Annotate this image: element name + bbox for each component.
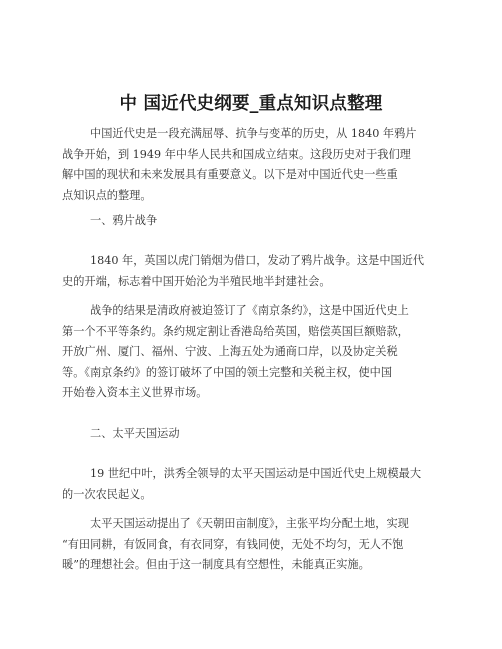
paragraph-line: 开放广州、厦门、福州、宁波、上海五处为通商口岸，以及协定关税 [62, 345, 398, 359]
document-title: 中 国近代史纲要_重点知识点整理 [119, 94, 383, 114]
taiping-paragraph-1 [62, 464, 452, 505]
paragraph-line: 等。《南京条约》的签订破坏了中国的领土完整和关税主权，使中国 [62, 365, 393, 379]
intro-line: 中国近代史是一段充满屈辱、抗争与变革的历史，从 1840 年鸦片 [90, 127, 417, 140]
paragraph-line: 的一次农民起义。 [62, 487, 152, 501]
intro-line: 战争开始，到 1949 年中华人民共和国成立结束。这段历史对于我们理 [62, 147, 411, 161]
paragraph-line: 开始卷入资本主义世界市场。 [62, 386, 208, 400]
intro-line: 解中国的现状和未来发展具有重要意义。以下是对中国近代史一些重 [62, 168, 398, 182]
section-heading-opium-war: 一、鸦片战争 [90, 214, 158, 227]
section-heading-taiping: 二、太平天国运动 [90, 427, 180, 440]
paragraph-line: 1840 年，英国以虎门销烟为借口，发动了鸦片战争。这是中国近代 [90, 254, 425, 267]
paragraph-line: “有田同耕，有饭同食，有衣同穿，有钱同使，无处不均匀，无人不饱 [62, 537, 404, 551]
paragraph-line: 19 世纪中叶，洪秀全领导的太平天国运动是中国近代史上规模最大 [90, 467, 422, 480]
paragraph-line: 战争的结果是清政府被迫签订了《南京条约》，这是中国近代史上 [90, 304, 409, 317]
taiping-paragraph-2 [62, 514, 452, 576]
paragraph-line: 太平天国运动提出了《天朝田亩制度》，主张平均分配土地，实现 [90, 517, 409, 530]
opium-war-paragraph-1 [62, 251, 452, 292]
intro-line: 点知识点的整理。 [62, 188, 152, 202]
opium-war-paragraph-2 [62, 301, 452, 404]
paragraph-line: 史的开端，标志着中国开始沦为半殖民地半封建社会。 [62, 274, 331, 288]
paragraph-line: 暖”的理想社会。但由于这一制度具有空想性，未能真正实施。 [62, 558, 370, 572]
intro-paragraph [62, 124, 452, 206]
paragraph-line: 第一个不平等条约。条约规定割让香港岛给英国，赔偿英国巨额赔款， [62, 324, 409, 338]
